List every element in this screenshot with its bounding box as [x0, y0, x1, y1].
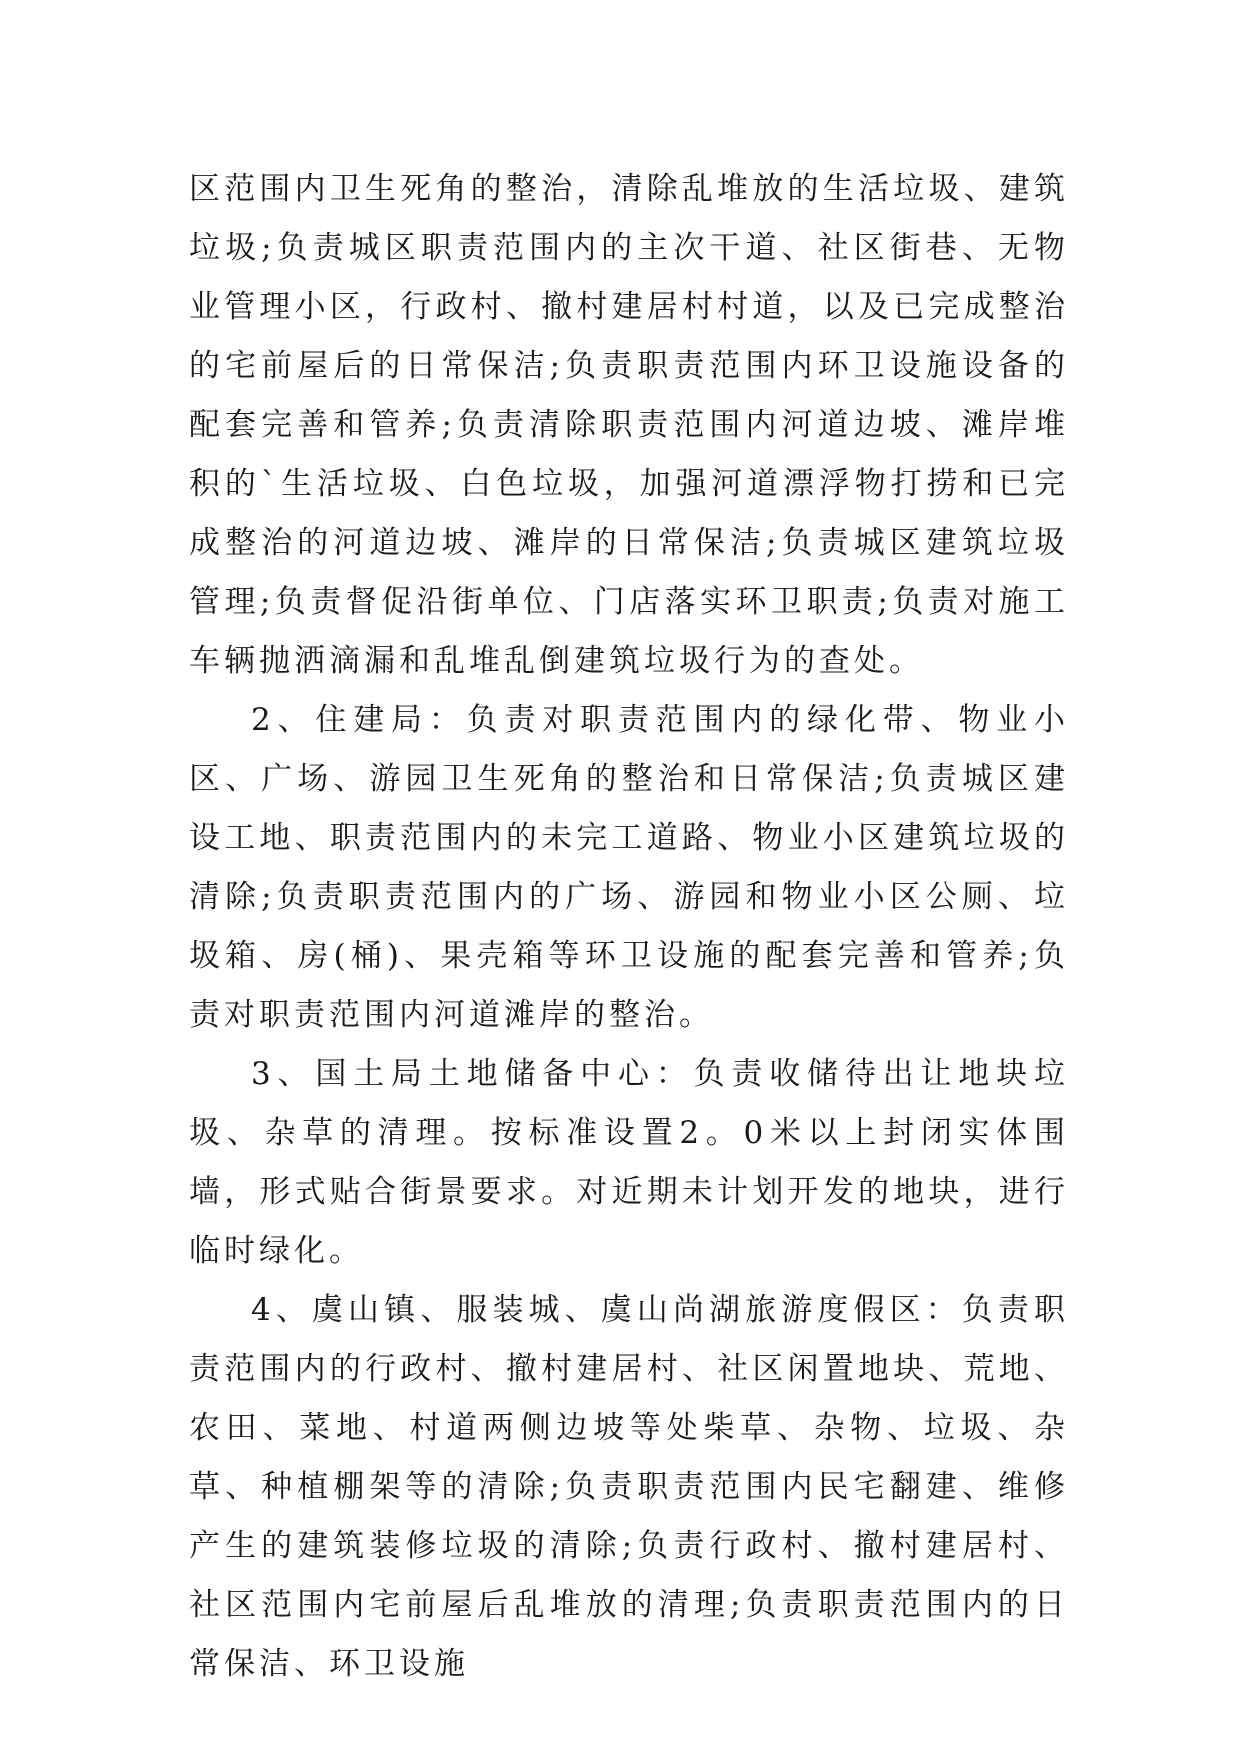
paragraph-item-3: 3、国土局土地储备中心：负责收储待出让地块垃圾、杂草的清理。按标准设置2。0米以上封闭实体围墙，形式贴合街景要求。对近期未计划开发的地块，进行临时绿化。 — [189, 1056, 1069, 1269]
document-body — [189, 160, 1069, 1694]
paragraph-item-2: 2、住建局：负责对职责范围内的绿化带、物业小区、广场、游园卫生死角的整治和日常保洁;负责城区建设工地、职责范围内的未完工道路、物业小区建筑垃圾的清除;负责职责范围内的广场、游园和物业小区公厕、垃圾箱、房(桶)、果壳箱等环卫设施的配套完善和管养;负责对职责范围内河道滩岸的整治。 — [189, 702, 1069, 1033]
paragraph-item-4: 4、虞山镇、服装城、虞山尚湖旅游度假区：负责职责范围内的行政村、撤村建居村、社区闲置地块、荒地、农田、菜地、村道两侧边坡等处柴草、杂物、垃圾、杂草、种植棚架等的清除;负责职责范围内民宅翻建、维修产生的建筑装修垃圾的清除;负责行政村、撤村建居村、社区范围内宅前屋后乱堆放的清理;负责职责范围内的日常保洁、环卫设施 — [189, 1292, 1069, 1682]
paragraph-continuation: 区范围内卫生死角的整治，清除乱堆放的生活垃圾、建筑垃圾;负责城区职责范围内的主次干道、社区街巷、无物业管理小区，行政村、撤村建居村村道，以及已完成整治的宅前屋后的日常保洁;负责职责范围内环卫设施设备的配套完善和管养;负责清除职责范围内河道边坡、滩岸堆积的`生活垃圾、白色垃圾，加强河道漂浮物打捞和已完成整治的河道边坡、滩岸的日常保洁;负责城区建筑垃圾管理;负责督促沿街单位、门店落实环卫职责;负责对施工车辆抛洒滴漏和乱堆乱倒建筑垃圾行为的查处。 — [189, 171, 1069, 679]
